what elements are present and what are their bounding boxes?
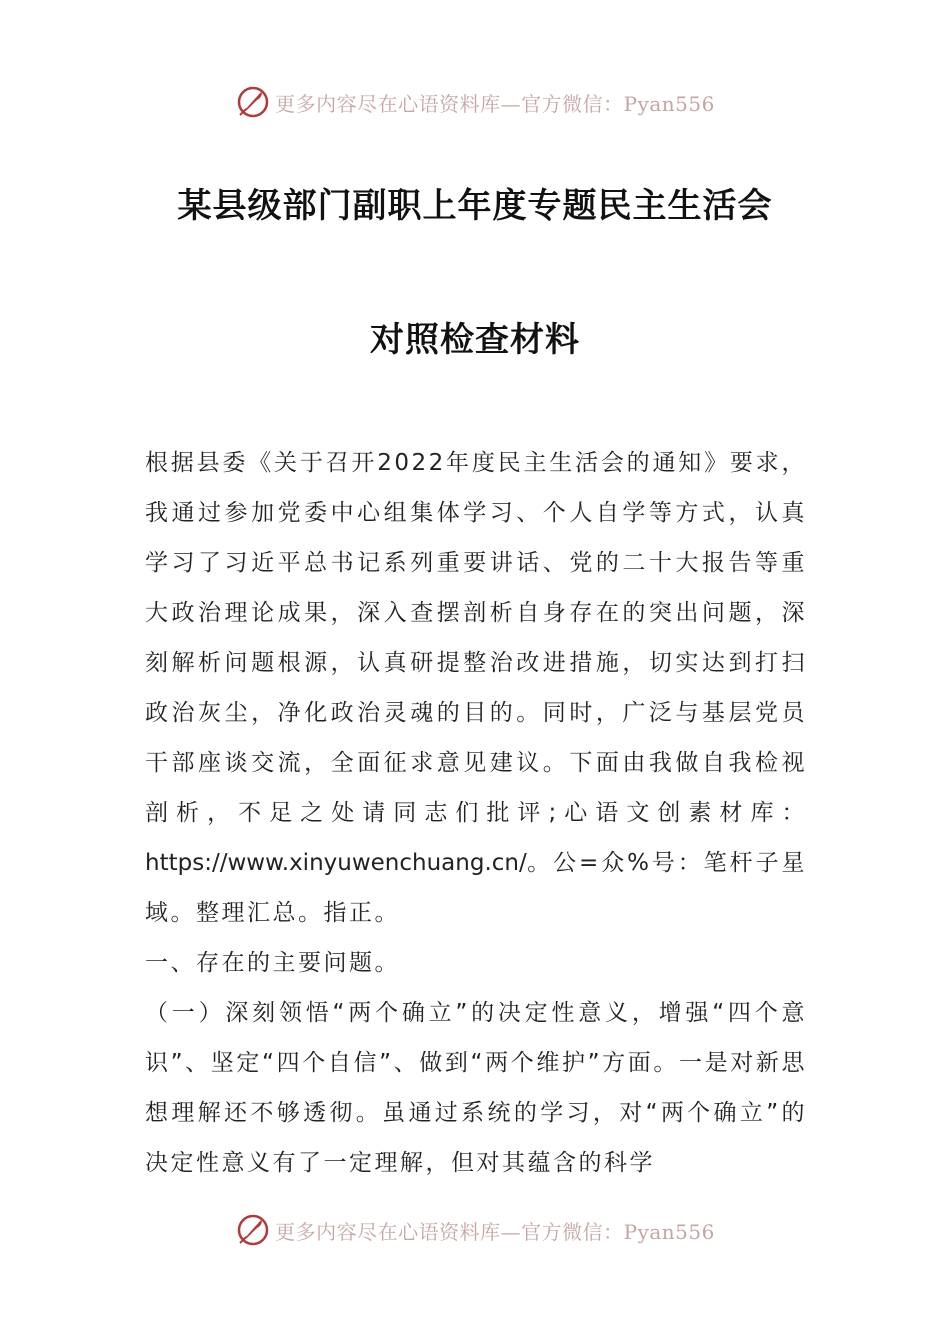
source-url: https://www.xinyuwenchuang.cn/ [145, 850, 527, 876]
document-title-line-2: 对照检查材料 [370, 320, 580, 360]
paragraph-intro [145, 438, 807, 938]
intro-text: 根据县委《关于召开2022年度民主生活会的通知》要求，我通过参加党委中心组集体学习、个人自学等方式，认真学习了习近平总书记系列重要讲话、党的二十大报告等重大政治理论成果，深入查摆剖析自身存在的突出问题，深刻解析问题根源，认真研提整治改进措施，切实达到打扫政治灰尘，净化政治灵魂的目的。同时，广泛与基层党员干部座谈交流，全面征求意见建议。下面由我做自我检视剖析，不足之处请同志们批评;心语文创素材库： [145, 450, 807, 826]
intro-text-end: 。公=众%号：笔杆子星域。整理汇总。指正。 [145, 850, 807, 926]
quill-pen-logo-icon [235, 84, 271, 120]
quill-pen-logo-icon [235, 1212, 271, 1248]
section-heading-problems: 一、存在的主要问题。 [145, 950, 400, 976]
document-body [145, 438, 807, 1188]
banner-text: 更多内容尽在心语资料库—官方微信：Pyan556 [275, 91, 715, 116]
paragraph-problem-1: （一）深刻领悟“两个确立”的决定性意义，增强“四个意识”、坚定“四个自信”、做到“两个维护”方面。一是对新思想理解还不够透彻。虽通过系统的学习，对“两个确立”的决定性意义有了一定理解，但对其蕴含的科学 [145, 1000, 807, 1176]
banner-text: 更多内容尽在心语资料库—官方微信：Pyan556 [275, 1219, 715, 1244]
header-banner [0, 82, 950, 122]
document-title-line-1: 某县级部门副职上年度专题民主生活会 [177, 186, 773, 226]
footer-banner [0, 1210, 950, 1250]
